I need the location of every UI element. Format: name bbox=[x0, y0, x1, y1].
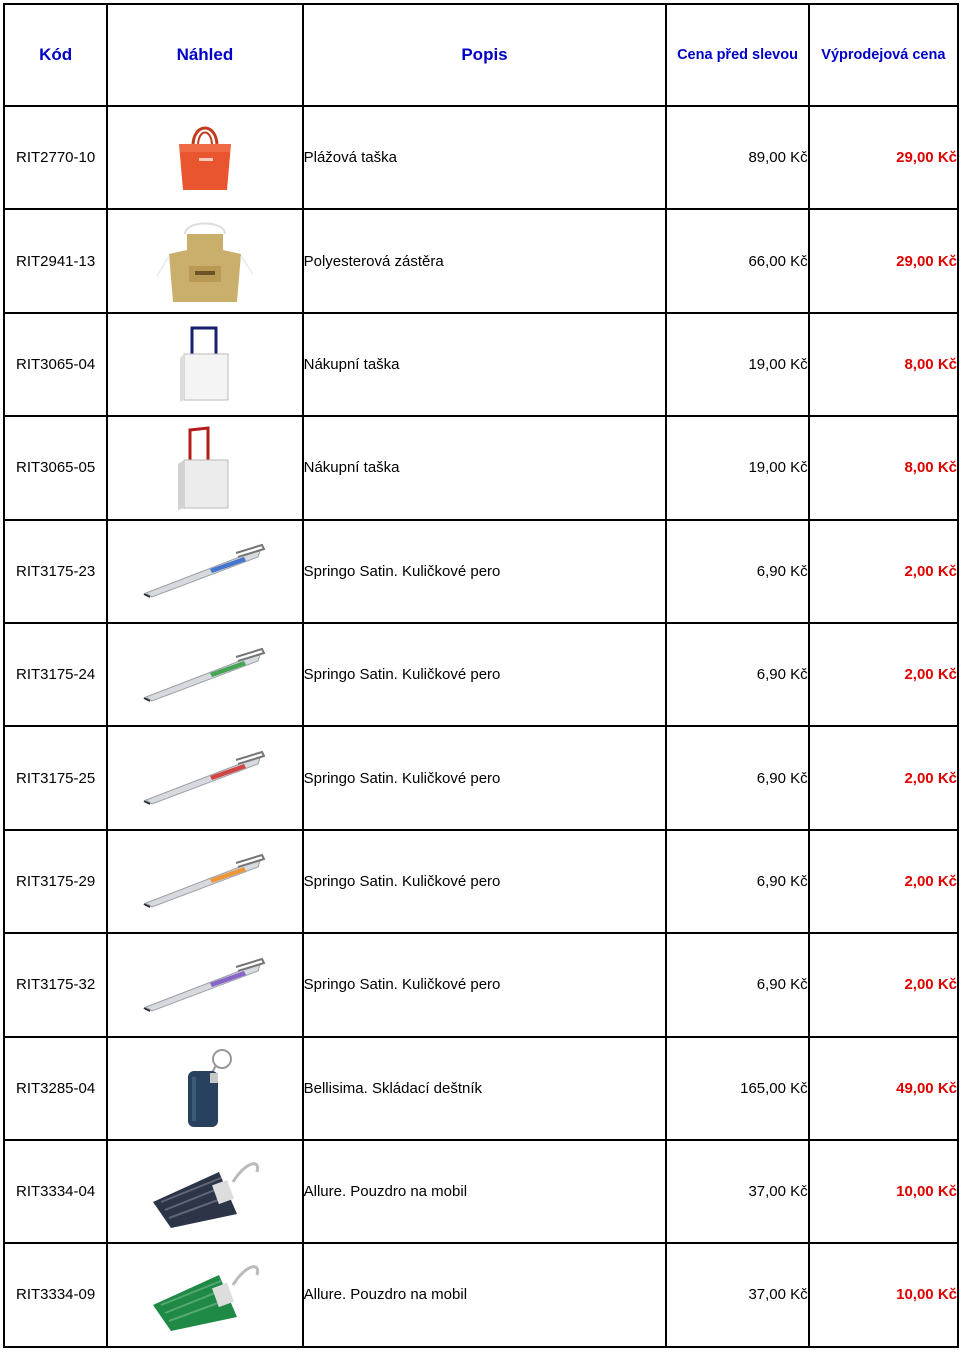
product-description: Nákupní taška bbox=[304, 314, 666, 415]
sale-price: 2,00 Kč bbox=[810, 521, 957, 622]
product-description: Springo Satin. Kuličkové pero bbox=[304, 831, 666, 932]
table-row bbox=[5, 1038, 957, 1139]
price-before-discount: 66,00 Kč bbox=[667, 210, 807, 311]
product-code: RIT3175-25 bbox=[5, 727, 106, 828]
product-code: RIT3175-24 bbox=[5, 624, 106, 725]
table-row bbox=[5, 314, 957, 415]
table-row bbox=[5, 831, 957, 932]
sale-price: 10,00 Kč bbox=[810, 1244, 957, 1345]
product-thumbnail bbox=[108, 314, 301, 415]
product-code: RIT3334-04 bbox=[5, 1141, 106, 1242]
product-code: RIT3285-04 bbox=[5, 1038, 106, 1139]
product-description: Plážová taška bbox=[304, 107, 666, 208]
product-thumbnail bbox=[108, 417, 301, 518]
sale-price: 49,00 Kč bbox=[810, 1038, 957, 1139]
sale-price: 2,00 Kč bbox=[810, 934, 957, 1035]
header-price-before: Cena před slevou bbox=[667, 5, 807, 105]
product-thumbnail bbox=[108, 1141, 301, 1242]
price-before-discount: 6,90 Kč bbox=[667, 624, 807, 725]
folding-umbrella-icon bbox=[108, 1043, 301, 1133]
sale-price: 10,00 Kč bbox=[810, 1141, 957, 1242]
pen-orange-icon bbox=[108, 851, 301, 911]
header-preview: Náhled bbox=[108, 5, 301, 105]
product-description: Springo Satin. Kuličkové pero bbox=[304, 521, 666, 622]
sale-price: 29,00 Kč bbox=[810, 210, 957, 311]
product-code: RIT2941-13 bbox=[5, 210, 106, 311]
product-description: Allure. Pouzdro na mobil bbox=[304, 1141, 666, 1242]
price-before-discount: 6,90 Kč bbox=[667, 934, 807, 1035]
product-thumbnail bbox=[108, 1038, 301, 1139]
phone-pouch-navy-icon bbox=[108, 1152, 301, 1232]
pen-red-icon bbox=[108, 748, 301, 808]
price-before-discount: 6,90 Kč bbox=[667, 831, 807, 932]
price-before-discount: 165,00 Kč bbox=[667, 1038, 807, 1139]
product-thumbnail bbox=[108, 831, 301, 932]
product-description: Springo Satin. Kuličkové pero bbox=[304, 934, 666, 1035]
header-sale-price: Výprodejová cena bbox=[810, 5, 957, 105]
table-row bbox=[5, 934, 957, 1035]
product-code: RIT3065-04 bbox=[5, 314, 106, 415]
price-before-discount: 6,90 Kč bbox=[667, 521, 807, 622]
table-row bbox=[5, 1141, 957, 1242]
price-before-discount: 37,00 Kč bbox=[667, 1244, 807, 1345]
price-before-discount: 89,00 Kč bbox=[667, 107, 807, 208]
beach-bag-icon bbox=[108, 118, 301, 198]
product-description: Nákupní taška bbox=[304, 417, 666, 518]
product-thumbnail bbox=[108, 934, 301, 1035]
sale-price: 2,00 Kč bbox=[810, 831, 957, 932]
sale-price: 29,00 Kč bbox=[810, 107, 957, 208]
table-header-row bbox=[5, 5, 957, 105]
product-description: Bellisima. Skládací deštník bbox=[304, 1038, 666, 1139]
table-row bbox=[5, 624, 957, 725]
shopping-bag-blue-handle-icon bbox=[108, 324, 301, 404]
product-thumbnail bbox=[108, 107, 301, 208]
price-before-discount: 6,90 Kč bbox=[667, 727, 807, 828]
product-code: RIT3065-05 bbox=[5, 417, 106, 518]
product-code: RIT2770-10 bbox=[5, 107, 106, 208]
apron-icon bbox=[108, 216, 301, 306]
table-row bbox=[5, 107, 957, 208]
sale-price: 8,00 Kč bbox=[810, 417, 957, 518]
product-code: RIT3334-09 bbox=[5, 1244, 106, 1345]
sale-price: 2,00 Kč bbox=[810, 727, 957, 828]
table-row bbox=[5, 727, 957, 828]
product-description: Allure. Pouzdro na mobil bbox=[304, 1244, 666, 1345]
price-before-discount: 19,00 Kč bbox=[667, 417, 807, 518]
price-before-discount: 19,00 Kč bbox=[667, 314, 807, 415]
product-code: RIT3175-29 bbox=[5, 831, 106, 932]
table-row bbox=[5, 1244, 957, 1345]
phone-pouch-green-icon bbox=[108, 1255, 301, 1335]
product-description: Springo Satin. Kuličkové pero bbox=[304, 727, 666, 828]
product-code: RIT3175-32 bbox=[5, 934, 106, 1035]
clearance-price-table bbox=[3, 3, 959, 1348]
product-description: Springo Satin. Kuličkové pero bbox=[304, 624, 666, 725]
product-description: Polyesterová zástěra bbox=[304, 210, 666, 311]
table-row bbox=[5, 210, 957, 311]
pen-blue-icon bbox=[108, 541, 301, 601]
header-description: Popis bbox=[304, 5, 666, 105]
shopping-bag-red-handle-icon bbox=[108, 424, 301, 512]
sale-price: 8,00 Kč bbox=[810, 314, 957, 415]
product-thumbnail bbox=[108, 727, 301, 828]
product-thumbnail bbox=[108, 210, 301, 311]
product-code: RIT3175-23 bbox=[5, 521, 106, 622]
product-thumbnail bbox=[108, 521, 301, 622]
price-before-discount: 37,00 Kč bbox=[667, 1141, 807, 1242]
pen-purple-icon bbox=[108, 955, 301, 1015]
table-row bbox=[5, 521, 957, 622]
product-thumbnail bbox=[108, 1244, 301, 1345]
product-thumbnail bbox=[108, 624, 301, 725]
sale-price: 2,00 Kč bbox=[810, 624, 957, 725]
pen-green-icon bbox=[108, 645, 301, 705]
table-row bbox=[5, 417, 957, 518]
header-code: Kód bbox=[5, 5, 106, 105]
